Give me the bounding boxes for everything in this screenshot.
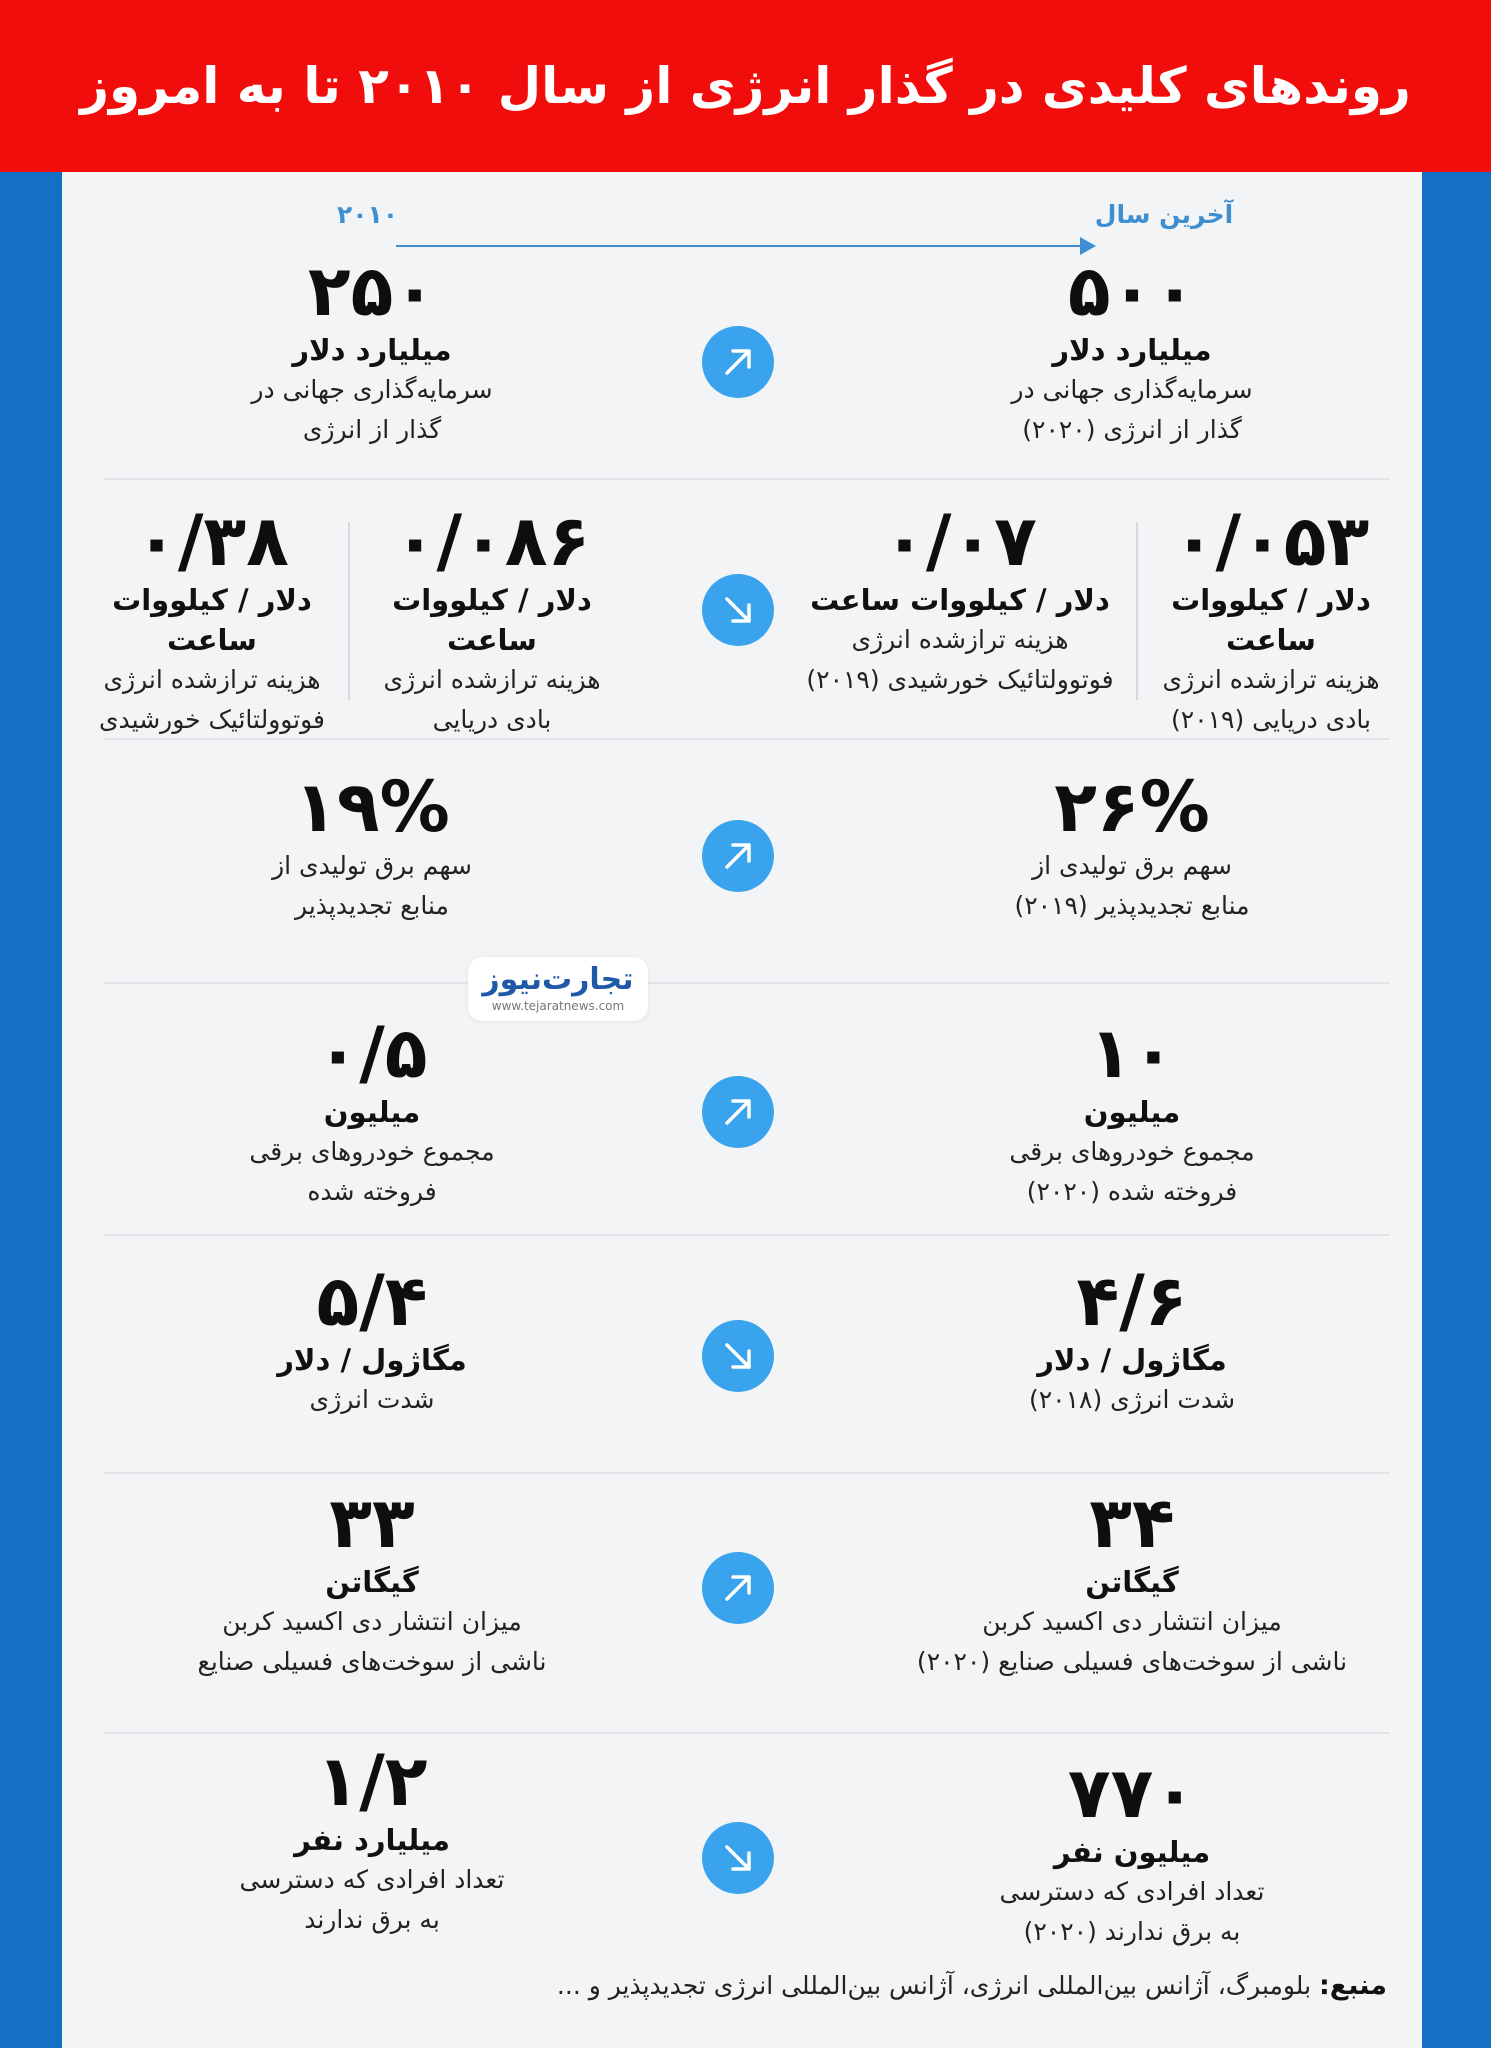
latest-value: ۰/۰۷ — [883, 500, 1037, 582]
latest-unit: مگاژول / دلار — [1037, 1343, 1227, 1377]
base-desc-line2: فروخته شده — [307, 1177, 437, 1206]
timeline-line — [396, 245, 1082, 247]
base-unit: دلار / کیلووات ساعت — [392, 583, 592, 657]
latest-value: ۱۰ — [1089, 1012, 1175, 1094]
base-desc-line1: مجموع خودروهای برقی — [249, 1137, 495, 1166]
arrow-up-right-icon — [702, 820, 774, 892]
base-investment — [192, 252, 552, 450]
divider — [104, 478, 1390, 480]
row-electric-vehicles — [62, 1014, 1422, 1214]
latest-value: ۵۰۰ — [1067, 250, 1197, 332]
arrow-up-right-icon — [702, 326, 774, 398]
header-banner — [0, 0, 1491, 172]
base-desc-line2: به برق ندارند — [304, 1905, 440, 1934]
base-energy-intensity — [192, 1262, 552, 1420]
latest-desc-line1: سهم برق تولیدی از — [1032, 851, 1232, 880]
base-electric-vehicles — [192, 1014, 552, 1212]
latest-desc-line2: ناشی از سوخت‌های فسیلی صنایع (۲۰۲۰) — [916, 1647, 1348, 1676]
latest-desc-line1: میزان انتشار دی اکسید کربن — [982, 1607, 1282, 1636]
base-offshore-wind — [362, 502, 622, 740]
latest-value: ۰/۰۵۳ — [1172, 500, 1370, 582]
source-text: بلومبرگ، آژانس بین‌المللی انرژی، آژانس بین‌المللی انرژی تجدیدپذیر و ... — [556, 1971, 1312, 2000]
row-energy-intensity — [62, 1262, 1422, 1422]
base-desc-line1: سهم برق تولیدی از — [272, 851, 472, 880]
latest-unit: میلیون نفر — [1053, 1835, 1211, 1869]
latest-electric-vehicles — [952, 1014, 1312, 1212]
latest-desc-line1: شدت انرژی (۲۰۱۸) — [1028, 1385, 1236, 1414]
latest-desc-line2: منابع تجدیدپذیر (۲۰۱۹) — [1014, 891, 1250, 920]
row-co2-emissions — [62, 1484, 1422, 1684]
latest-unit: میلیون — [1083, 1095, 1181, 1129]
base-value: ۱/۲ — [316, 1740, 428, 1822]
latest-unit: دلار / کیلووات ساعت — [810, 583, 1110, 617]
divider — [104, 982, 1390, 984]
latest-unit: گیگاتن — [1085, 1565, 1179, 1599]
base-solar-pv — [82, 502, 342, 740]
latest-desc-line1: تعداد افرادی که دسترسی — [999, 1877, 1265, 1906]
base-desc-line2: منابع تجدیدپذیر — [295, 891, 449, 920]
row-investment — [62, 252, 1422, 452]
latest-value: ۳۴ — [1089, 1482, 1175, 1564]
base-desc-line1: میزان انتشار دی اکسید کربن — [222, 1607, 522, 1636]
latest-electricity-access — [952, 1754, 1312, 1952]
latest-offshore-wind — [1140, 502, 1402, 740]
base-unit: مگاژول / دلار — [277, 1343, 467, 1377]
base-value: ۵/۴ — [316, 1260, 428, 1342]
content-panel — [62, 172, 1422, 2048]
source-label: منبع: — [1318, 1970, 1387, 2001]
base-value: ۰/۰۸۶ — [393, 500, 591, 582]
divider — [104, 1234, 1390, 1236]
latest-desc-line2: فوتوولتائیک خورشیدی (۲۰۱۹) — [806, 665, 1114, 694]
page-title: روندهای کلیدی در گذار انرژی از سال ۲۰۱۰ تا به امروز — [80, 57, 1411, 115]
latest-desc-line2: به برق ندارند (۲۰۲۰) — [1023, 1917, 1241, 1946]
base-desc-line1: هزینه ترازشده انرژی — [383, 665, 601, 694]
vertical-separator — [1136, 522, 1138, 700]
base-unit: میلیون — [323, 1095, 421, 1129]
base-renewable-share — [192, 768, 552, 926]
base-value: ۳۳ — [329, 1482, 415, 1564]
base-electricity-access — [192, 1742, 552, 1940]
timeline — [62, 200, 1422, 240]
brand-logo-url: www.tejaratnews.com — [491, 999, 625, 1013]
base-value: ۱۹% — [294, 766, 450, 848]
base-unit: دلار / کیلووات ساعت — [112, 583, 312, 657]
latest-investment — [952, 252, 1312, 450]
latest-desc-line1: مجموع خودروهای برقی — [1009, 1137, 1255, 1166]
source-note — [557, 1970, 1387, 2001]
arrow-down-right-icon — [702, 1822, 774, 1894]
base-co2-emissions — [162, 1484, 582, 1682]
base-desc-line2: ناشی از سوخت‌های فسیلی صنایع — [197, 1647, 547, 1676]
base-value: ۰/۵ — [316, 1012, 428, 1094]
row-lcoe — [62, 500, 1422, 734]
latest-desc-line1: هزینه ترازشده انرژی — [1162, 665, 1380, 694]
arrow-down-right-icon — [702, 1320, 774, 1392]
base-desc-line2: بادی دریایی — [432, 705, 552, 734]
arrow-down-right-icon — [702, 574, 774, 646]
latest-value: ۴/۶ — [1076, 1260, 1188, 1342]
base-value: ۰/۳۸ — [135, 500, 289, 582]
latest-desc-line2: فروخته شده (۲۰۲۰) — [1026, 1177, 1238, 1206]
latest-desc-line1: سرمایه‌گذاری جهانی در — [1011, 375, 1253, 404]
divider — [104, 738, 1390, 740]
base-unit: گیگاتن — [325, 1565, 419, 1599]
base-unit: میلیارد نفر — [294, 1823, 450, 1857]
latest-renewable-share — [952, 768, 1312, 926]
row-renewable-share — [62, 768, 1422, 928]
divider — [104, 1732, 1390, 1734]
latest-value: ۷۷۰ — [1067, 1752, 1197, 1834]
timeline-start-label: ۲۰۱۰ — [337, 200, 399, 229]
base-desc-line1: سرمایه‌گذاری جهانی در — [251, 375, 493, 404]
latest-value: ۲۶% — [1054, 766, 1210, 848]
vertical-separator — [348, 522, 350, 700]
base-desc-line1: تعداد افرادی که دسترسی — [239, 1865, 505, 1894]
latest-desc-line2: بادی دریایی (۲۰۱۹) — [1171, 705, 1371, 734]
base-desc-line2: فوتوولتائیک خورشیدی — [98, 705, 326, 734]
arrow-up-right-icon — [702, 1552, 774, 1624]
brand-logo-name: تجارت‌نیوز — [482, 962, 634, 997]
base-desc-line1: هزینه ترازشده انرژی — [103, 665, 321, 694]
timeline-end-label: آخرین سال — [1094, 200, 1234, 229]
divider — [104, 1472, 1390, 1474]
base-desc-line2: گذار از انرژی — [302, 415, 442, 444]
latest-solar-pv — [790, 502, 1130, 700]
latest-unit: میلیارد دلار — [1052, 333, 1212, 367]
brand-logo — [468, 957, 648, 1021]
latest-unit: دلار / کیلووات ساعت — [1171, 583, 1371, 657]
latest-desc-line2: گذار از انرژی (۲۰۲۰) — [1022, 415, 1242, 444]
row-electricity-access — [62, 1742, 1422, 1952]
arrow-up-right-icon — [702, 1076, 774, 1148]
latest-co2-emissions — [902, 1484, 1362, 1682]
base-unit: میلیارد دلار — [292, 333, 452, 367]
base-desc-line1: شدت انرژی — [309, 1385, 435, 1414]
latest-desc-line1: هزینه ترازشده انرژی — [851, 625, 1069, 654]
latest-energy-intensity — [952, 1262, 1312, 1420]
base-value: ۲۵۰ — [307, 250, 437, 332]
